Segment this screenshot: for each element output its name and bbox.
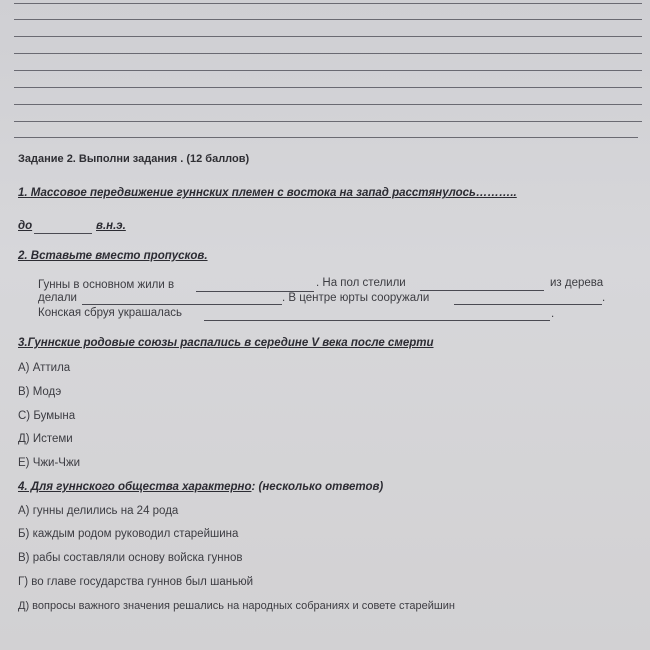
- question-4-title: [18, 481, 383, 493]
- ruled-line: [14, 3, 642, 4]
- task-header: Задание 2. Выполни задания . (12 баллов): [18, 153, 250, 165]
- answer-option[interactable]: Е) Чжи-Чжи: [18, 457, 81, 469]
- fill-text: Конская сбруя украшалась: [38, 307, 182, 319]
- ruled-line: [14, 87, 642, 88]
- answer-option[interactable]: Г) во главе государства гуннов был шаньюй: [18, 576, 254, 588]
- fill-text: Гунны в основном жили в: [38, 279, 175, 291]
- answer-blank[interactable]: [204, 320, 550, 321]
- ruled-line: [14, 121, 642, 122]
- fill-text: из дерева: [550, 277, 604, 289]
- fill-text: .: [602, 292, 606, 304]
- answer-option[interactable]: А) гунны делились на 24 рода: [18, 505, 179, 517]
- fill-text: . В центре юрты сооружали: [282, 292, 430, 304]
- answer-option[interactable]: В) Модэ: [18, 386, 62, 398]
- answer-blank[interactable]: [34, 233, 92, 234]
- ruled-line: [14, 70, 642, 71]
- answer-option[interactable]: Д) вопросы важного значения решались на народных собраниях и совете старейшин: [18, 600, 455, 612]
- fill-text: делали: [38, 292, 77, 304]
- answer-option[interactable]: В) рабы составляли основу войска гуннов: [18, 552, 243, 564]
- fill-text: . На пол стелили: [316, 277, 406, 289]
- ruled-line: [14, 137, 638, 138]
- ruled-line: [14, 19, 642, 20]
- answer-option[interactable]: Д) Истеми: [18, 433, 73, 445]
- fill-text: .: [551, 308, 555, 320]
- answer-option[interactable]: А) Аттила: [18, 362, 71, 374]
- question-2-title: 2. Вставьте вместо пропусков.: [18, 250, 208, 262]
- question-1-text: 1. Массовое передвижение гуннских племен с востока на запад расстянулось………..: [18, 187, 517, 199]
- answer-blank[interactable]: [420, 290, 544, 291]
- ruled-line: [14, 104, 642, 105]
- question-1-suffix: в.н.э.: [96, 220, 126, 232]
- answer-option[interactable]: Б) каждым родом руководил старейшина: [18, 528, 239, 540]
- answer-blank[interactable]: [454, 304, 602, 305]
- ruled-line: [14, 53, 642, 54]
- question-4-title-note: : (несколько ответов): [251, 481, 384, 493]
- question-3-title: 3.Гуннские родовые союзы распались в середине V века после смерти: [18, 337, 434, 349]
- ruled-line: [14, 36, 642, 37]
- answer-option[interactable]: С) Бумына: [18, 410, 76, 422]
- question-4-title-main: 4. Для гуннского общества характерно: [18, 481, 252, 493]
- question-1-prefix: до: [18, 220, 33, 232]
- answer-blank[interactable]: [82, 304, 282, 305]
